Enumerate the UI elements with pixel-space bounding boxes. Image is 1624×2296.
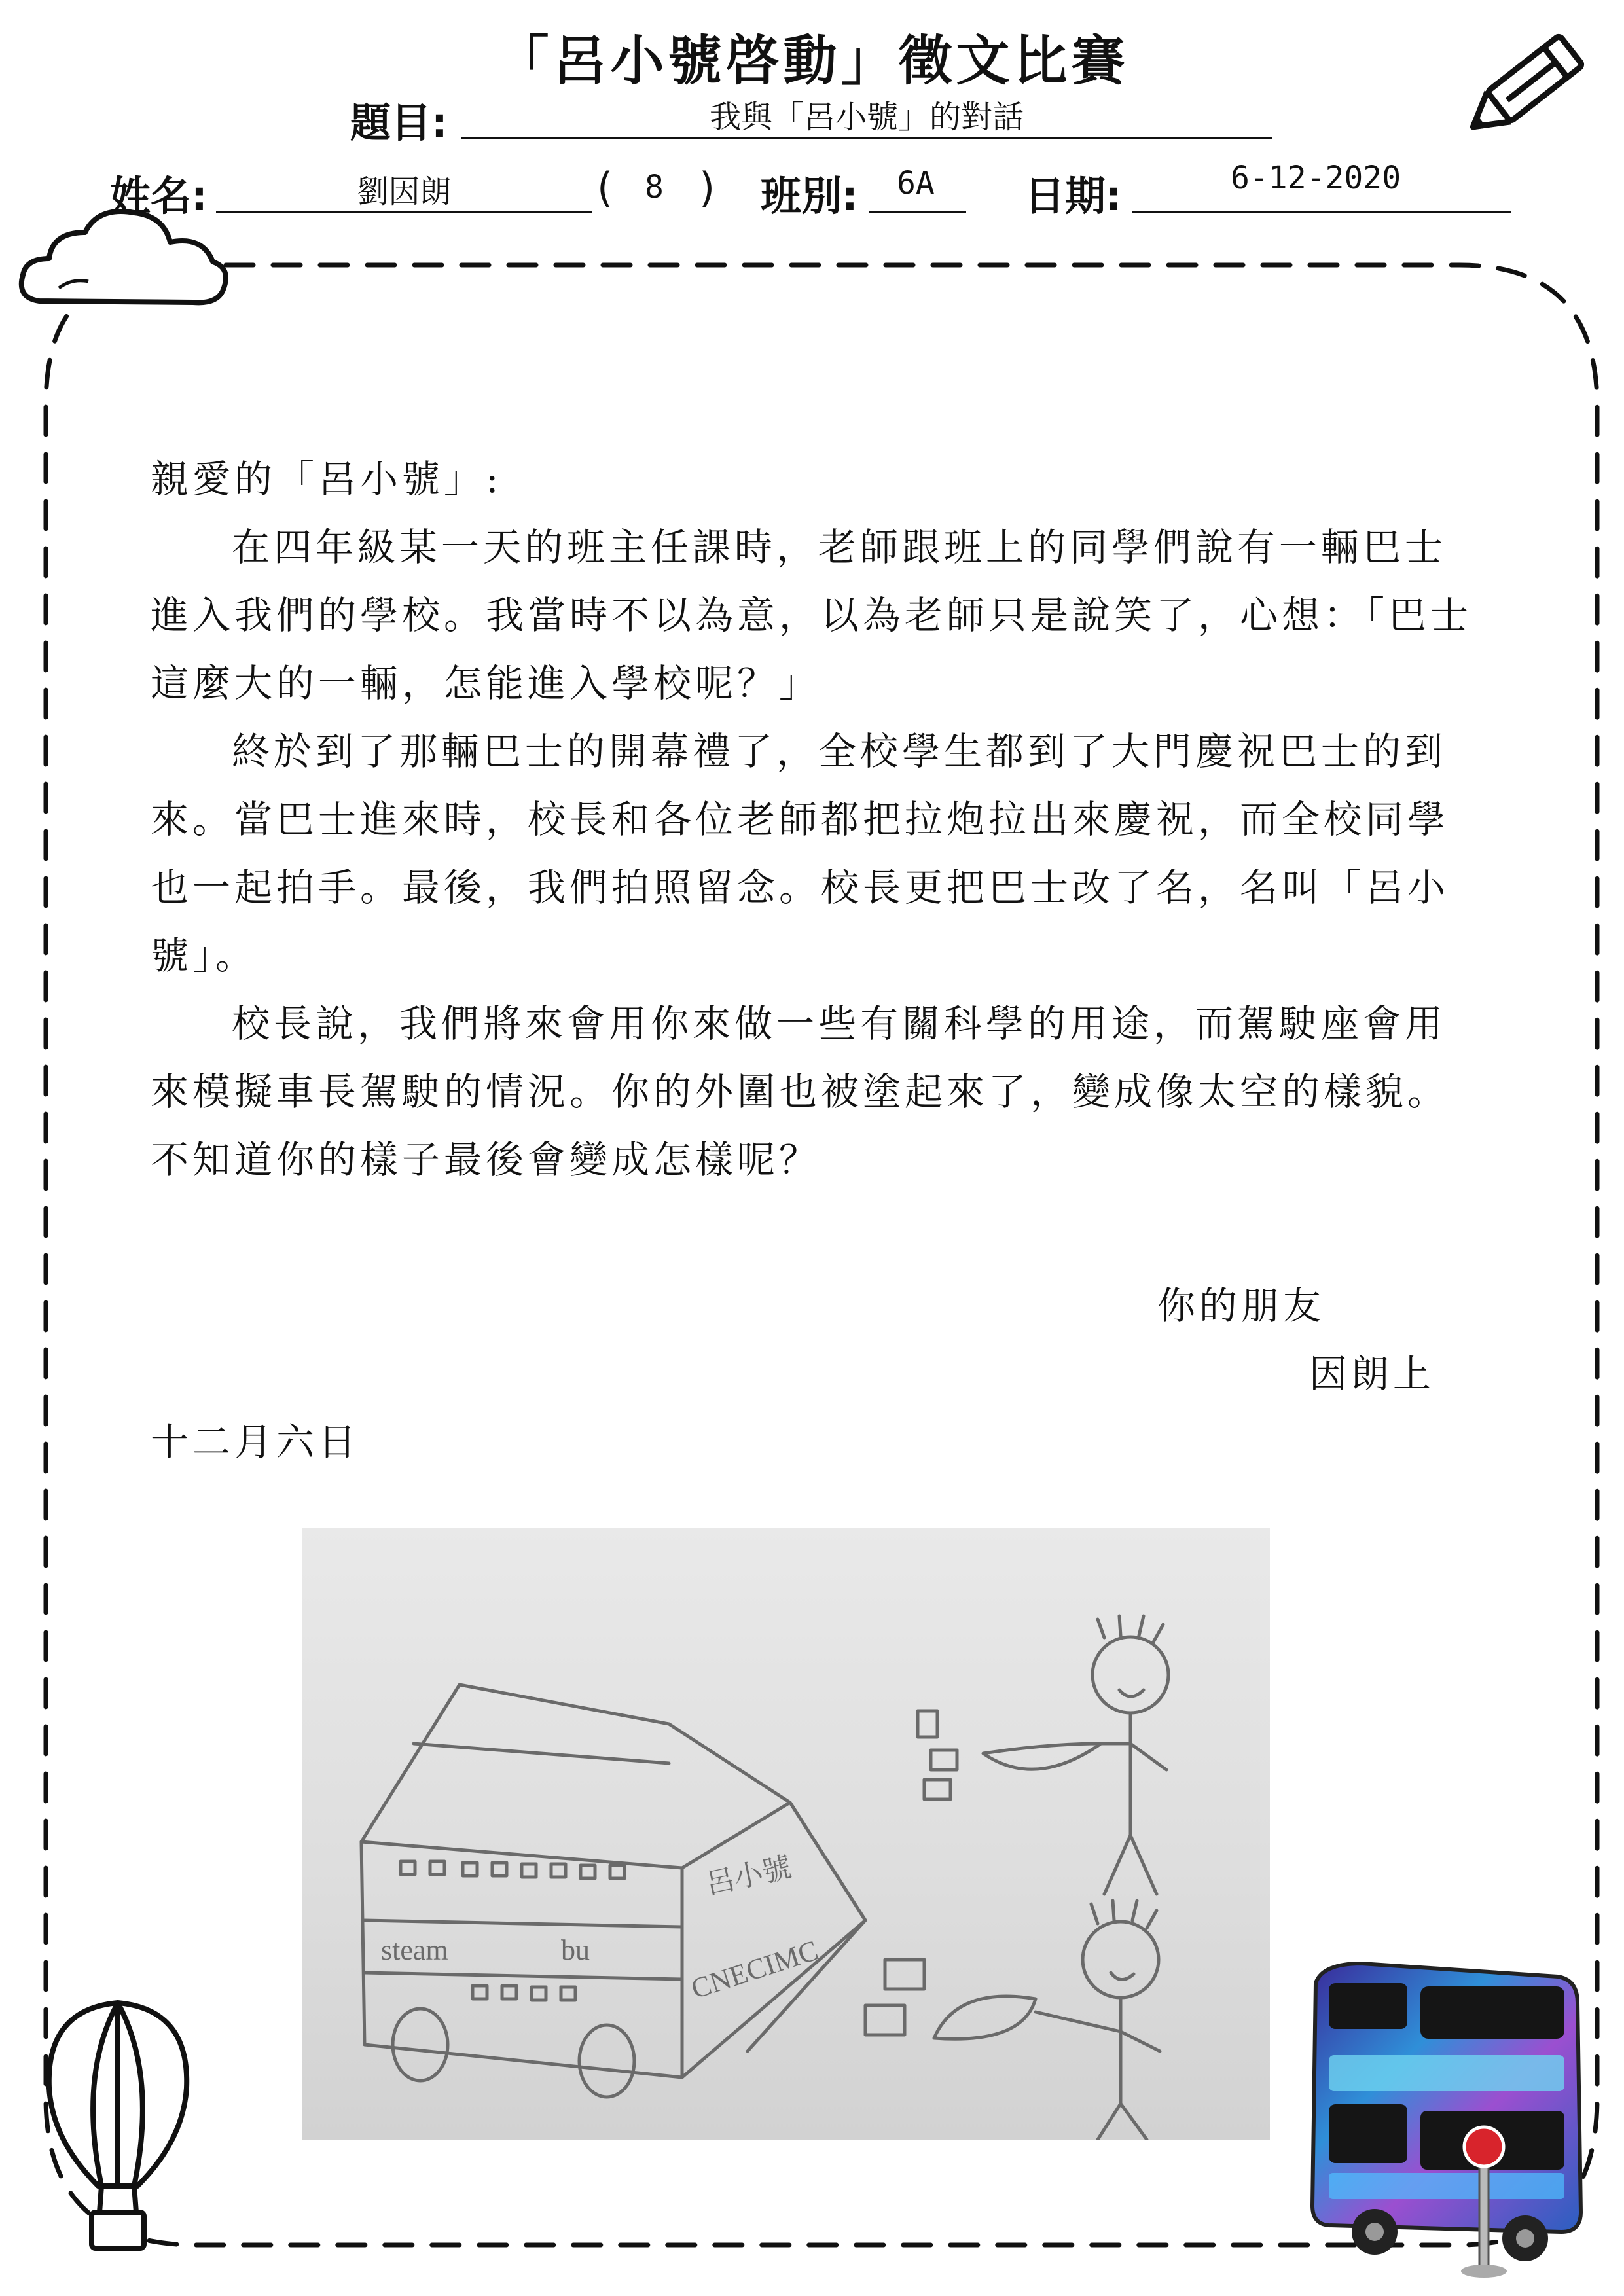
name-label: 姓名: [110, 172, 208, 220]
letter-body [151, 445, 1479, 1194]
drawing-text-cnecimc: CNECIMC [687, 1933, 822, 2005]
class-label: 班別: [761, 172, 858, 220]
child-drawing [302, 1528, 1270, 2140]
class-number: 8 [645, 169, 664, 206]
cloud-icon [13, 196, 236, 321]
drawing-text-bu: bu [561, 1934, 590, 1966]
bus-drawing [302, 1528, 1270, 2140]
paren-open: ( [597, 164, 613, 211]
contest-title: 「呂小號啓動」徵文比賽 [495, 30, 1129, 92]
letter-paragraph: 在四年級某一天的班主任課時，老師跟班上的同學們說有一輛巴士進入我們的學校。我當時不以為意，以為老師只是說笑了，心想：「巴士這麼大的一輛，怎能進入學校呢？」 [151, 525, 1473, 706]
paren-close: ) [699, 164, 715, 211]
date-value: 6-12-2020 [1231, 160, 1401, 196]
letter-date: 十二月六日 [151, 1420, 361, 1464]
letter-signature: 因朗上 [1309, 1352, 1435, 1396]
date-label: 日期: [1024, 172, 1122, 220]
class-value: 6A [897, 165, 935, 202]
letter-paragraph: 終於到了那輛巴士的開幕禮了，全校學生都到了大門慶祝巴士的到來。當巴士進來時，校長和各位老師都把拉炮拉出來慶祝，而全校同學也一起拍手。最後，我們拍照留念。校長更把巴士改了名，名叫「呂小號」。 [151, 729, 1450, 978]
name-value: 劉因朗 [357, 173, 452, 210]
hot-air-balloon-icon [39, 1996, 196, 2258]
drawing-text-bus-name: 呂小號 [702, 1851, 795, 1901]
letter-paragraph: 校長說，我們將來會用你來做一些有關科學的用途，而駕駛座會用來模擬車長駕駛的情況。你的外圍也被塗起來了，變成像太空的樣貌。不知道你的樣子最後會變成怎樣呢？ [151, 1001, 1450, 1182]
topic-label: 題目: [350, 99, 448, 147]
drawing-text-steam: steam [381, 1934, 448, 1966]
bus-illustration [1303, 1957, 1591, 2284]
letter-closing: 你的朋友 [1157, 1283, 1326, 1328]
letter-greeting: 親愛的「呂小號」: [151, 457, 503, 501]
topic-value: 我與「呂小號」的對話 [709, 99, 1024, 135]
